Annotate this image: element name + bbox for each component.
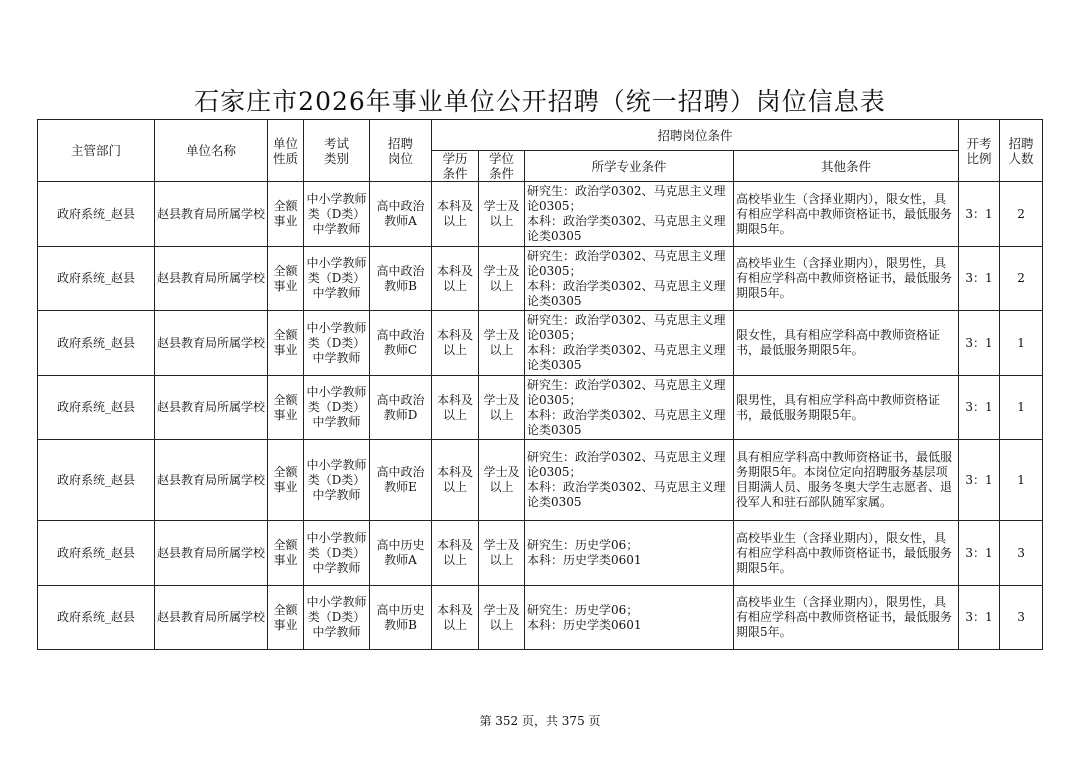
degree-cell: 学士及以上 xyxy=(479,247,525,311)
post-cell: 高中政治教师B xyxy=(370,247,432,311)
header-post: 招聘 岗位 xyxy=(370,120,432,182)
education-cell: 本科及以上 xyxy=(432,247,479,311)
ratio-cell: 3：1 xyxy=(959,376,1000,440)
degree-cell: 学士及以上 xyxy=(479,586,525,650)
education-cell: 本科及以上 xyxy=(432,376,479,440)
table-row xyxy=(38,182,1043,247)
education-cell: 本科及以上 xyxy=(432,311,479,376)
major-cell: 研究生：政治学0302、马克思主义理论0305； 本科：政治学类0302、马克思主义理论类0305 xyxy=(525,311,734,376)
other-cell: 具有相应学科高中教师资格证书，最低服务期限5年。本岗位定向招聘服务基层项目期满人员、服务冬奥大学生志愿者、退役军人和驻石部队随军家属。 xyxy=(734,440,959,521)
post-cell: 高中政治教师E xyxy=(370,440,432,521)
table-row xyxy=(38,586,1043,650)
table-row xyxy=(38,247,1043,311)
other-cell: 限女性，具有相应学科高中教师资格证书，最低服务期限5年。 xyxy=(734,311,959,376)
unit-cell: 赵县教育局所属学校 xyxy=(155,247,268,311)
major-cell: 研究生：历史学06； 本科：历史学类0601 xyxy=(525,586,734,650)
other-cell: 高校毕业生（含择业期内），限女性，具有相应学科高中教师资格证书，最低服务期限5年。 xyxy=(734,182,959,247)
nature-cell: 全额事业 xyxy=(268,586,304,650)
header-nature: 单位 性质 xyxy=(268,120,304,182)
ratio-cell: 3：1 xyxy=(959,182,1000,247)
header-count: 招聘 人数 xyxy=(1000,120,1043,182)
ratio-cell: 3：1 xyxy=(959,311,1000,376)
other-cell: 高校毕业生（含择业期内），限男性，具有相应学科高中教师资格证书，最低服务期限5年。 xyxy=(734,586,959,650)
exam-type-cell: 中小学教师类（D类）中学教师 xyxy=(304,182,370,247)
header-exam-type: 考试 类别 xyxy=(304,120,370,182)
exam-type-cell: 中小学教师类（D类）中学教师 xyxy=(304,376,370,440)
nature-cell: 全额事业 xyxy=(268,440,304,521)
other-cell: 高校毕业生（含择业期内），限男性，具有相应学科高中教师资格证书，最低服务期限5年。 xyxy=(734,247,959,311)
dept-cell: 政府系统_赵县 xyxy=(38,521,155,586)
ratio-cell: 3：1 xyxy=(959,440,1000,521)
degree-cell: 学士及以上 xyxy=(479,182,525,247)
dept-cell: 政府系统_赵县 xyxy=(38,311,155,376)
count-cell: 2 xyxy=(1000,247,1043,311)
exam-type-cell: 中小学教师类（D类）中学教师 xyxy=(304,521,370,586)
count-cell: 3 xyxy=(1000,586,1043,650)
table-row xyxy=(38,311,1043,376)
degree-cell: 学士及以上 xyxy=(479,440,525,521)
count-cell: 3 xyxy=(1000,521,1043,586)
nature-cell: 全额事业 xyxy=(268,247,304,311)
degree-cell: 学士及以上 xyxy=(479,521,525,586)
major-cell: 研究生：政治学0302、马克思主义理论0305； 本科：政治学类0302、马克思主义理论类0305 xyxy=(525,247,734,311)
nature-cell: 全额事业 xyxy=(268,376,304,440)
header-major: 所学专业条件 xyxy=(525,151,734,182)
count-cell: 1 xyxy=(1000,440,1043,521)
other-cell: 限男性，具有相应学科高中教师资格证书，最低服务期限5年。 xyxy=(734,376,959,440)
dept-cell: 政府系统_赵县 xyxy=(38,376,155,440)
nature-cell: 全额事业 xyxy=(268,182,304,247)
unit-cell: 赵县教育局所属学校 xyxy=(155,182,268,247)
other-cell: 高校毕业生（含择业期内），限女性，具有相应学科高中教师资格证书，最低服务期限5年。 xyxy=(734,521,959,586)
header-dept: 主管部门 xyxy=(38,120,155,182)
count-cell: 2 xyxy=(1000,182,1043,247)
ratio-cell: 3：1 xyxy=(959,586,1000,650)
post-cell: 高中政治教师C xyxy=(370,311,432,376)
exam-type-cell: 中小学教师类（D类）中学教师 xyxy=(304,247,370,311)
education-cell: 本科及以上 xyxy=(432,586,479,650)
post-cell: 高中历史教师B xyxy=(370,586,432,650)
dept-cell: 政府系统_赵县 xyxy=(38,440,155,521)
table-body xyxy=(38,182,1043,650)
education-cell: 本科及以上 xyxy=(432,182,479,247)
major-cell: 研究生：政治学0302、马克思主义理论0305； 本科：政治学类0302、马克思主义理论类0305 xyxy=(525,182,734,247)
degree-cell: 学士及以上 xyxy=(479,311,525,376)
header-ratio: 开考 比例 xyxy=(959,120,1000,182)
education-cell: 本科及以上 xyxy=(432,521,479,586)
dept-cell: 政府系统_赵县 xyxy=(38,586,155,650)
education-cell: 本科及以上 xyxy=(432,440,479,521)
count-cell: 1 xyxy=(1000,311,1043,376)
dept-cell: 政府系统_赵县 xyxy=(38,182,155,247)
page-number: 第 352 页，共 375 页 xyxy=(479,714,601,728)
unit-cell: 赵县教育局所属学校 xyxy=(155,521,268,586)
major-cell: 研究生：历史学06； 本科：历史学类0601 xyxy=(525,521,734,586)
unit-cell: 赵县教育局所属学校 xyxy=(155,440,268,521)
unit-cell: 赵县教育局所属学校 xyxy=(155,311,268,376)
major-cell: 研究生：政治学0302、马克思主义理论0305； 本科：政治学类0302、马克思主义理论类0305 xyxy=(525,440,734,521)
nature-cell: 全额事业 xyxy=(268,311,304,376)
header-other: 其他条件 xyxy=(734,151,959,182)
post-cell: 高中政治教师D xyxy=(370,376,432,440)
count-cell: 1 xyxy=(1000,376,1043,440)
table-row xyxy=(38,440,1043,521)
header-degree: 学位 条件 xyxy=(479,151,525,182)
header-education: 学历 条件 xyxy=(432,151,479,182)
post-cell: 高中政治教师A xyxy=(370,182,432,247)
unit-cell: 赵县教育局所属学校 xyxy=(155,376,268,440)
job-info-table xyxy=(37,119,1043,650)
exam-type-cell: 中小学教师类（D类）中学教师 xyxy=(304,586,370,650)
dept-cell: 政府系统_赵县 xyxy=(38,247,155,311)
nature-cell: 全额事业 xyxy=(268,521,304,586)
header-conditions: 招聘岗位条件 xyxy=(432,120,959,151)
major-cell: 研究生：政治学0302、马克思主义理论0305； 本科：政治学类0302、马克思主义理论类0305 xyxy=(525,376,734,440)
header-unit: 单位名称 xyxy=(155,120,268,182)
degree-cell: 学士及以上 xyxy=(479,376,525,440)
table-row xyxy=(38,521,1043,586)
exam-type-cell: 中小学教师类（D类）中学教师 xyxy=(304,311,370,376)
exam-type-cell: 中小学教师类（D类）中学教师 xyxy=(304,440,370,521)
ratio-cell: 3：1 xyxy=(959,521,1000,586)
ratio-cell: 3：1 xyxy=(959,247,1000,311)
table-row xyxy=(38,376,1043,440)
page-title: 石家庄市2026年事业单位公开招聘（统一招聘）岗位信息表 xyxy=(194,87,886,116)
post-cell: 高中历史教师A xyxy=(370,521,432,586)
unit-cell: 赵县教育局所属学校 xyxy=(155,586,268,650)
